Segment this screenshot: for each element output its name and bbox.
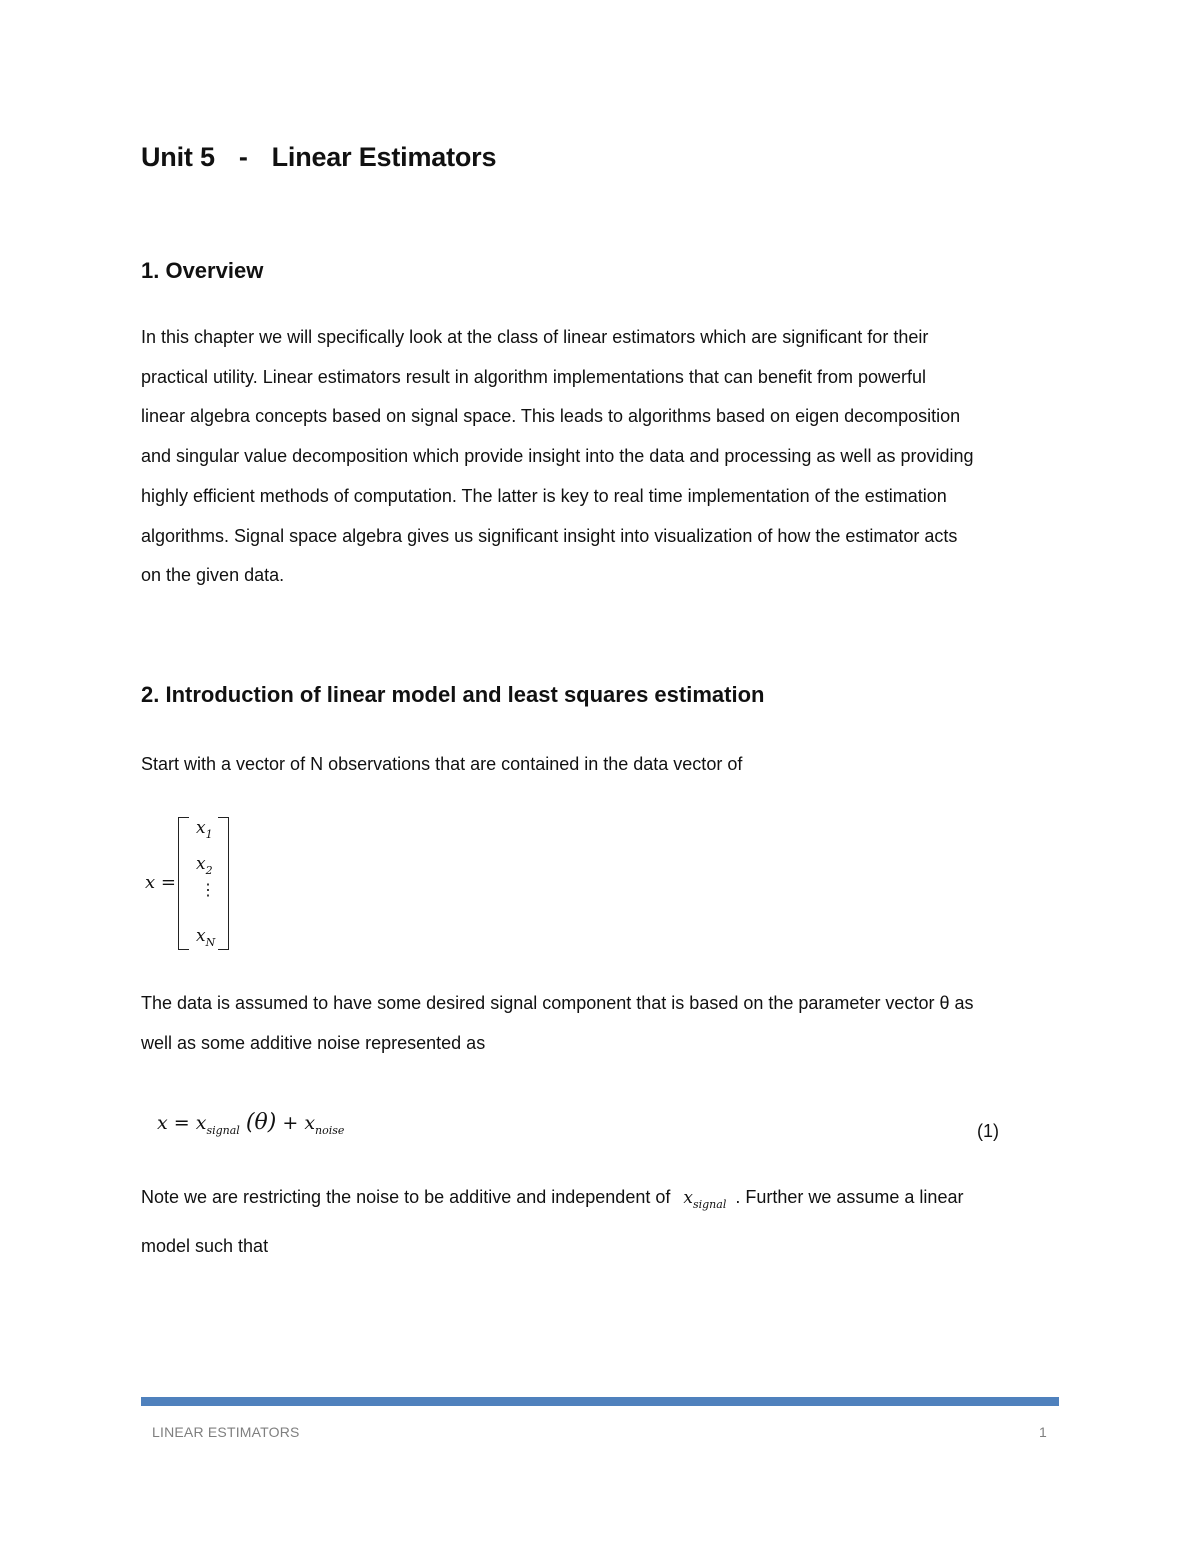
- unit-name: Linear Estimators: [271, 142, 497, 172]
- page-title: [141, 142, 496, 173]
- paragraph-line: model such that: [141, 1236, 269, 1256]
- vector-label: x =: [145, 872, 176, 893]
- paragraph-line: The data is assumed to have some desired signal component that is based on the parameter vector θ as: [141, 993, 974, 1013]
- unit-number: Unit 5: [141, 142, 215, 172]
- right-bracket: [218, 817, 229, 950]
- paragraph-line: highly efficient methods of computation. The latter is key to real time implementation of the estimation: [141, 485, 947, 506]
- equation-number: (1): [977, 1121, 999, 1141]
- paragraph-line: In this chapter we will specifically look at the class of linear estimators which are significant for their: [141, 327, 929, 347]
- left-bracket: [178, 817, 189, 950]
- paragraph-line: linear algebra concepts based on signal space. This leads to algorithms based on eigen decomposition: [141, 406, 961, 427]
- vector-entry: $x_2$: [196, 854, 213, 877]
- paragraph-line: Note we are restricting the noise to be additive and independent of $x_{signal}$ . Further we assume a linear: [141, 1187, 964, 1211]
- section-2-heading: 2. Introduction of linear model and least squares estimation: [141, 682, 765, 707]
- paragraph-line: Start with a vector of N observations that are contained in the data vector of: [141, 754, 743, 774]
- paragraph-line: well as some additive noise represented as: [141, 1032, 486, 1053]
- title-dash: -: [238, 142, 248, 172]
- section-1-heading: 1. Overview: [141, 258, 264, 283]
- intro-paragraph: [141, 745, 1071, 785]
- paragraph-line: practical utility. Linear estimators result in algorithm implementations that can benefit from powerful: [141, 366, 927, 387]
- paragraph-line: on the given data.: [141, 565, 285, 586]
- footer-label: LINEAR ESTIMATORS: [152, 1424, 300, 1440]
- equation-1: $x = x_{signal}$ $(\theta) + x_{noise}$: [157, 1110, 345, 1137]
- paragraph-line: algorithms. Signal space algebra gives us significant insight into visualization of how the estimator acts: [141, 525, 958, 546]
- vector-ellipsis: ⋮: [200, 880, 216, 899]
- restriction-paragraph: [141, 1174, 1071, 1270]
- overview-paragraph: [141, 318, 1071, 596]
- page-number: 1: [1039, 1424, 1047, 1440]
- signal-noise-paragraph: [141, 984, 1071, 1063]
- footer-bar: [141, 1397, 1059, 1406]
- vector-entry: $x_1$: [196, 818, 213, 841]
- paragraph-line: and singular value decomposition which provide insight into the data and processing as well as providing: [141, 446, 974, 467]
- vector-entry: $x_N$: [196, 926, 216, 949]
